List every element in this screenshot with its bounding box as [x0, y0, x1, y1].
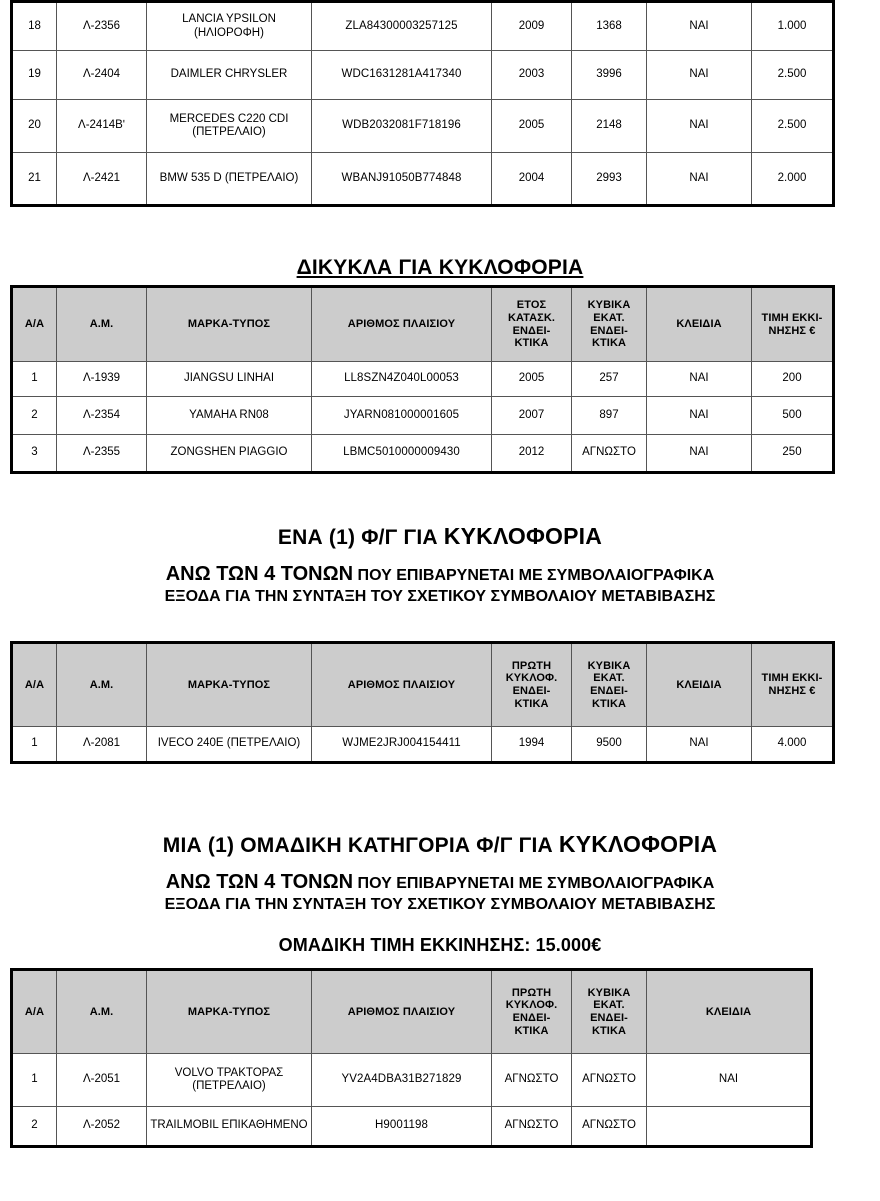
cell-aa: 18	[12, 2, 57, 51]
cell-keys: ΝΑΙ	[647, 435, 752, 473]
table-single-truck-body	[12, 727, 834, 763]
cell-am: Λ-2356	[57, 2, 147, 51]
col-header-keys: ΚΛΕΙΔΙΑ	[647, 643, 752, 727]
cell-aa: 2	[12, 1107, 57, 1147]
cell-vin: WDC1631281A417340	[312, 51, 492, 100]
group-starting-price-line	[0, 935, 880, 956]
col-header-make: ΜΑΡΚΑ-ΤΥΠΟΣ	[147, 287, 312, 362]
cell-year: ΑΓΝΩΣΤΟ	[492, 1107, 572, 1147]
table-single-truck	[10, 641, 835, 764]
col-header-keys: ΚΛΕΙΔΙΑ	[647, 970, 812, 1054]
cell-make: IVECO 240E (ΠΕΤΡΕΛΑΙΟ)	[147, 727, 312, 763]
table-row	[12, 1054, 812, 1107]
cell-vin: YV2A4DBA31B271829	[312, 1054, 492, 1107]
table-header-row	[12, 643, 834, 727]
col-header-cc: ΚΥΒΙΚΑ ΕΚΑΤ. ΕΝΔΕΙ- ΚΤΙΚΑ	[572, 643, 647, 727]
section-subtitle-group-truck-line1	[0, 871, 880, 894]
cell-keys: ΝΑΙ	[647, 1054, 812, 1107]
cell-price: 250	[752, 435, 834, 473]
cell-am: Λ-2052	[57, 1107, 147, 1147]
cell-price: 2.000	[752, 153, 834, 206]
table-header-row	[12, 287, 834, 362]
table-row	[12, 397, 834, 435]
cell-make: MERCEDES C220 CDI (ΠΕΤΡΕΛΑΙΟ)	[147, 100, 312, 153]
cell-keys: ΝΑΙ	[647, 397, 752, 435]
table-cars-continued	[10, 0, 835, 207]
cell-vin: WBANJ91050B774848	[312, 153, 492, 206]
cell-aa: 1	[12, 727, 57, 763]
cell-vin: JYARN081000001605	[312, 397, 492, 435]
cell-price: 2.500	[752, 100, 834, 153]
col-header-aa: Α/Α	[12, 643, 57, 727]
cell-am: Λ-2355	[57, 435, 147, 473]
cell-cc: 1368	[572, 2, 647, 51]
cell-aa: 20	[12, 100, 57, 153]
col-header-vin: ΑΡΙΘΜΟΣ ΠΛΑΙΣΙΟΥ	[312, 643, 492, 727]
cell-vin: LL8SZN4Z040L00053	[312, 362, 492, 397]
col-header-cc: ΚΥΒΙΚΑ ΕΚΑΤ. ΕΝΔΕΙ- ΚΤΙΚΑ	[572, 287, 647, 362]
col-header-price: ΤΙΜΗ ΕΚΚΙ- ΝΗΣΗΣ €	[752, 287, 834, 362]
col-header-price: ΤΙΜΗ ΕΚΚΙ- ΝΗΣΗΣ €	[752, 643, 834, 727]
cell-price: 1.000	[752, 2, 834, 51]
cell-year: 2005	[492, 362, 572, 397]
section-title-group-truck-part2: ΚΥΚΛΟΦΟΡΙΑ	[558, 831, 718, 857]
cell-keys: ΝΑΙ	[647, 51, 752, 100]
cell-price: 200	[752, 362, 834, 397]
cell-am: Λ-1939	[57, 362, 147, 397]
cell-aa: 1	[12, 1054, 57, 1107]
col-header-aa: Α/Α	[12, 970, 57, 1054]
table-single-truck-head	[12, 643, 834, 727]
section-title-group-truck	[0, 831, 880, 858]
cell-keys: ΝΑΙ	[647, 727, 752, 763]
col-header-make: ΜΑΡΚΑ-ΤΥΠΟΣ	[147, 643, 312, 727]
cell-cc: 3996	[572, 51, 647, 100]
cell-keys: ΝΑΙ	[647, 362, 752, 397]
cell-keys: ΝΑΙ	[647, 153, 752, 206]
table-group-truck-body	[12, 1054, 812, 1147]
cell-aa: 1	[12, 362, 57, 397]
table-motorcycles	[10, 285, 835, 474]
cell-year: 2003	[492, 51, 572, 100]
col-header-vin: ΑΡΙΘΜΟΣ ΠΛΑΙΣΙΟΥ	[312, 970, 492, 1054]
cell-price: 500	[752, 397, 834, 435]
cell-cc: ΑΓΝΩΣΤΟ	[572, 435, 647, 473]
cell-year: 2005	[492, 100, 572, 153]
col-header-am: Α.Μ.	[57, 643, 147, 727]
cell-year: ΑΓΝΩΣΤΟ	[492, 1054, 572, 1107]
col-header-am: Α.Μ.	[57, 970, 147, 1054]
cell-vin: ZLA84300003257125	[312, 2, 492, 51]
table-row	[12, 51, 834, 100]
subtitle-tonnage-bold: ΑΝΩ ΤΩΝ 4 ΤΟΝΩΝ	[165, 871, 354, 893]
cell-cc: 9500	[572, 727, 647, 763]
table-row	[12, 100, 834, 153]
section-subtitle-single-truck-line1	[0, 563, 880, 586]
cell-make: YAMAHA RN08	[147, 397, 312, 435]
col-header-keys: ΚΛΕΙΔΙΑ	[647, 287, 752, 362]
cell-make: TRAILMOBIL ΕΠΙΚΑΘΗΜΕΝΟ	[147, 1107, 312, 1147]
col-header-vin: ΑΡΙΘΜΟΣ ΠΛΑΙΣΙΟΥ	[312, 287, 492, 362]
cell-keys: ΝΑΙ	[647, 2, 752, 51]
table-group-truck	[10, 968, 813, 1148]
table-motorcycles-head	[12, 287, 834, 362]
cell-year: 1994	[492, 727, 572, 763]
table-group-truck-wrapper	[10, 968, 813, 1148]
col-header-am: Α.Μ.	[57, 287, 147, 362]
cell-year: 2007	[492, 397, 572, 435]
cell-price: 4.000	[752, 727, 834, 763]
cell-aa: 21	[12, 153, 57, 206]
table-group-truck-head	[12, 970, 812, 1054]
subtitle-tonnage-rest: ΠΟΥ ΕΠΙΒΑΡΥΝΕΤΑΙ ΜΕ ΣΥΜΒΟΛΑΙΟΓΡΑΦΙΚΑ	[353, 567, 715, 584]
cell-cc: ΑΓΝΩΣΤΟ	[572, 1054, 647, 1107]
cell-aa: 3	[12, 435, 57, 473]
subtitle-contract-costs: ΕΞΟΔΑ ΓΙΑ ΤΗΝ ΣΥΝΤΑΞΗ ΤΟΥ ΣΧΕΤΙΚΟΥ ΣΥΜΒΟΛΑΙΟΥ ΜΕΤΑΒΙΒΑΣΗΣ	[164, 896, 716, 913]
cell-make: JIANGSU LINHAI	[147, 362, 312, 397]
subtitle-tonnage-rest: ΠΟΥ ΕΠΙΒΑΡΥΝΕΤΑΙ ΜΕ ΣΥΜΒΟΛΑΙΟΓΡΑΦΙΚΑ	[353, 875, 715, 892]
cell-cc: ΑΓΝΩΣΤΟ	[572, 1107, 647, 1147]
col-header-year: ΠΡΩΤΗ ΚΥΚΛΟΦ. ΕΝΔΕΙ- ΚΤΙΚΑ	[492, 643, 572, 727]
cell-am: Λ-2421	[57, 153, 147, 206]
cell-make: DAIMLER CHRYSLER	[147, 51, 312, 100]
cell-vin: LBMC5010000009430	[312, 435, 492, 473]
table-row	[12, 1107, 812, 1147]
cell-am: Λ-2404	[57, 51, 147, 100]
cell-vin: H9001198	[312, 1107, 492, 1147]
cell-aa: 2	[12, 397, 57, 435]
group-starting-price-text: ΟΜΑΔΙΚΗ ΤΙΜΗ ΕΚΚΙΝΗΣΗΣ: 15.000€	[278, 935, 602, 955]
section-title-motorcycles-text: ΔΙΚΥΚΛΑ ΓΙΑ ΚΥΚΛΟΦΟΡΙΑ	[296, 256, 584, 279]
subtitle-contract-costs: ΕΞΟΔΑ ΓΙΑ ΤΗΝ ΣΥΝΤΑΞΗ ΤΟΥ ΣΧΕΤΙΚΟΥ ΣΥΜΒΟΛΑΙΟΥ ΜΕΤΑΒΙΒΑΣΗΣ	[164, 588, 716, 605]
cell-make: BMW 535 D (ΠΕΤΡΕΛΑΙΟ)	[147, 153, 312, 206]
cell-aa: 19	[12, 51, 57, 100]
cell-am: Λ-2081	[57, 727, 147, 763]
cell-price: 2.500	[752, 51, 834, 100]
cell-vin: WDB2032081F718196	[312, 100, 492, 153]
cell-vin: WJME2JRJ004154411	[312, 727, 492, 763]
cell-year: 2004	[492, 153, 572, 206]
cell-keys	[647, 1107, 812, 1147]
col-header-cc: ΚΥΒΙΚΑ ΕΚΑΤ. ΕΝΔΕΙ- ΚΤΙΚΑ	[572, 970, 647, 1054]
col-header-aa: Α/Α	[12, 287, 57, 362]
table-header-row	[12, 970, 812, 1054]
table-cars-continued-body	[12, 2, 834, 206]
cell-year: 2012	[492, 435, 572, 473]
col-header-year: ΕΤΟΣ ΚΑΤΑΣΚ. ΕΝΔΕΙ- ΚΤΙΚΑ	[492, 287, 572, 362]
section-subtitle-group-truck-line2	[0, 896, 880, 914]
cell-cc: 2993	[572, 153, 647, 206]
table-single-truck-wrapper	[10, 641, 835, 764]
subtitle-tonnage-bold: ΑΝΩ ΤΩΝ 4 ΤΟΝΩΝ	[165, 563, 354, 585]
cell-keys: ΝΑΙ	[647, 100, 752, 153]
cell-cc: 2148	[572, 100, 647, 153]
col-header-make: ΜΑΡΚΑ-ΤΥΠΟΣ	[147, 970, 312, 1054]
section-title-single-truck-part2: ΚΥΚΛΟΦΟΡΙΑ	[443, 523, 603, 549]
table-row	[12, 362, 834, 397]
section-title-motorcycles	[0, 256, 880, 280]
cell-cc: 897	[572, 397, 647, 435]
table-row	[12, 153, 834, 206]
cell-am: Λ-2414Βʹ	[57, 100, 147, 153]
section-title-single-truck	[0, 523, 880, 550]
section-subtitle-single-truck-line2	[0, 588, 880, 606]
cell-cc: 257	[572, 362, 647, 397]
cell-make: LANCIA YPSILON (ΗΛΙΟΡΟΦΗ)	[147, 2, 312, 51]
col-header-year: ΠΡΩΤΗ ΚΥΚΛΟΦ. ΕΝΔΕΙ- ΚΤΙΚΑ	[492, 970, 572, 1054]
table-row	[12, 2, 834, 51]
section-title-single-truck-part1: ΕΝΑ (1) Φ/Γ ΓΙΑ	[277, 526, 444, 549]
cell-make: VOLVO ΤΡΑΚΤΟΡΑΣ (ΠΕΤΡΕΛΑΙΟ)	[147, 1054, 312, 1107]
table-motorcycles-wrapper	[10, 285, 835, 474]
cell-make: ZONGSHEN PIAGGIO	[147, 435, 312, 473]
cell-am: Λ-2354	[57, 397, 147, 435]
table-cars-continued-wrapper	[10, 0, 835, 207]
table-motorcycles-body	[12, 362, 834, 473]
table-row	[12, 727, 834, 763]
cell-am: Λ-2051	[57, 1054, 147, 1107]
section-title-group-truck-part1: ΜΙΑ (1) ΟΜΑΔΙΚΗ ΚΑΤΗΓΟΡΙΑ Φ/Γ ΓΙΑ	[162, 834, 559, 857]
cell-year: 2009	[492, 2, 572, 51]
table-row	[12, 435, 834, 473]
